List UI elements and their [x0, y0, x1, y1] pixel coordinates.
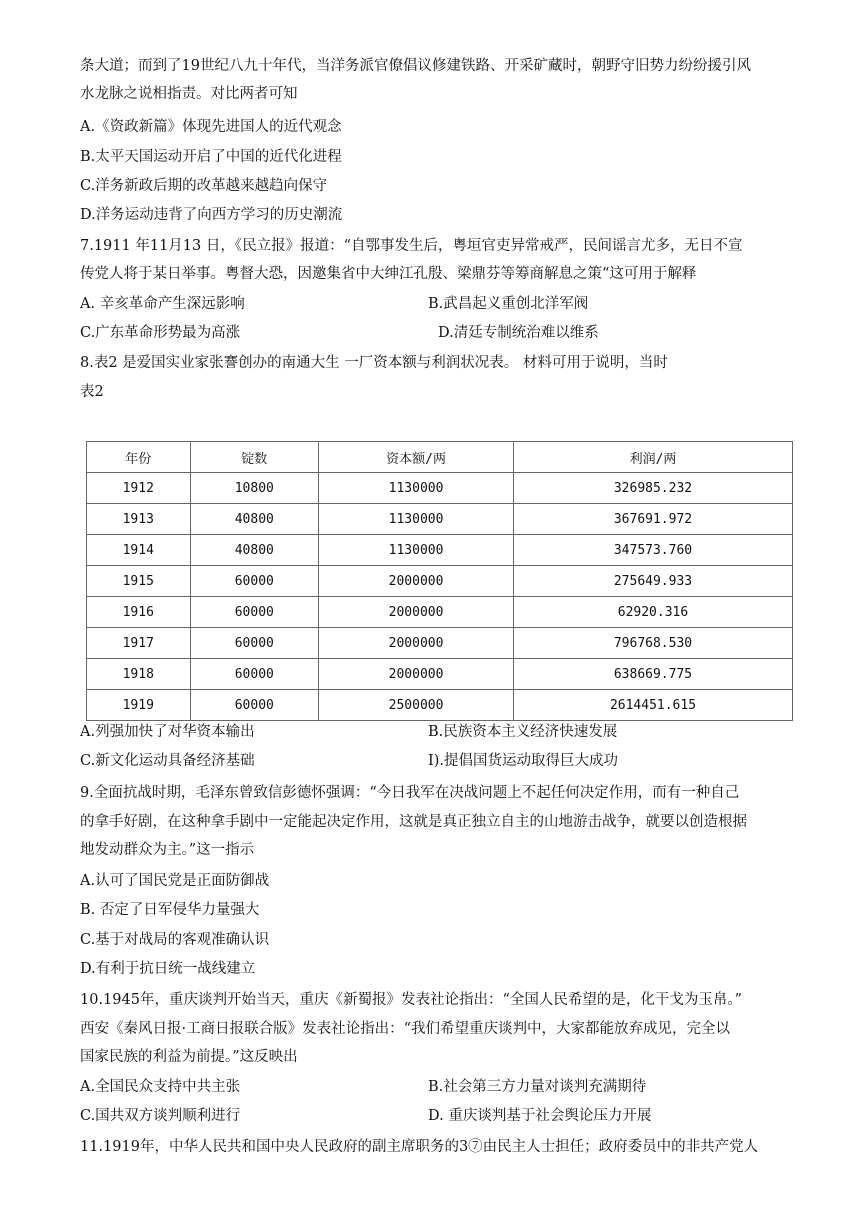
q6-stem-line-1: 条大道；而到了19世纪八九十年代，当洋务派官僚倡议修建铁路、开采矿藏时，朝野守旧势力纷纷援引风 — [80, 58, 751, 74]
q9-option-d: D.有利于抗日统一战线建立 — [80, 961, 256, 977]
q10-option-d: D. 重庆谈判基于社会舆论压力开展 — [428, 1108, 652, 1124]
q10-option-c: C.国共双方谈判顺利进行 — [80, 1108, 241, 1124]
cell-spindles: 40800 — [190, 535, 319, 566]
q6-option-a: A.《资政新篇》体现先进国人的近代观念 — [80, 119, 342, 135]
cell-year: 1918 — [87, 659, 191, 690]
spindle-capital-profit-table — [86, 441, 793, 721]
q8-stem: 8.表2 是爱国实业家张謇创办的南通大生 一厂资本额与利润状况表。 材料可用于说明，当时 — [80, 355, 668, 371]
cell-year: 1914 — [87, 535, 191, 566]
cell-capital: 1130000 — [319, 535, 514, 566]
header-capital: 资本额/两 — [319, 442, 514, 473]
q6-stem-line-2: 水龙脉之说相指责。对比两者可知 — [80, 86, 298, 102]
cell-capital: 1130000 — [319, 473, 514, 504]
q7-option-b: B.武昌起义重创北洋军阀 — [428, 296, 589, 312]
cell-year: 1916 — [87, 597, 191, 628]
cell-capital: 1130000 — [319, 504, 514, 535]
cell-spindles: 40800 — [190, 504, 319, 535]
table-row — [87, 628, 793, 659]
q7-option-c: C.广东革命形势最为高涨 — [80, 325, 241, 341]
cell-year: 1915 — [87, 566, 191, 597]
cell-year: 1917 — [87, 628, 191, 659]
cell-capital: 2500000 — [319, 690, 514, 721]
q9-option-b: B. 否定了日军侵华力量强大 — [80, 902, 260, 918]
cell-capital: 2000000 — [319, 597, 514, 628]
table-row — [87, 566, 793, 597]
q10-stem-line-3: 国家民族的利益为前提。”这反映出 — [80, 1049, 298, 1065]
cell-spindles: 60000 — [190, 597, 319, 628]
cell-year: 1912 — [87, 473, 191, 504]
q7-option-a: A. 辛亥革命产生深远影响 — [80, 296, 245, 312]
cell-profit: 326985.232 — [513, 473, 792, 504]
cell-capital: 2000000 — [319, 659, 514, 690]
header-profit: 利润/两 — [513, 442, 792, 473]
table-row — [87, 659, 793, 690]
q9-stem-line-3: 地发动群众为主。”这一指示 — [80, 842, 255, 858]
q8-option-c: C.新文化运动具备经济基础 — [80, 753, 255, 769]
q6-option-d: D.洋务运动违背了向西方学习的历史潮流 — [80, 207, 343, 223]
q10-option-b: B.社会第三方力量对谈判充满期待 — [428, 1079, 647, 1095]
table-row — [87, 597, 793, 628]
cell-spindles: 60000 — [190, 566, 319, 597]
cell-year: 1913 — [87, 504, 191, 535]
q7-stem-line-2: 传党人将于某日举事。粤督大恐，因邀集省中大绅江孔殷、梁鼎芬等筹商解息之策“这可用于解释 — [80, 266, 697, 282]
table-row — [87, 473, 793, 504]
q9-stem-line-2: 的拿手好剧，在这种拿手剧中一定能起决定作用，这就是真正独立自主的山地游击战争，就要以创造根据 — [80, 814, 747, 830]
table-header-row — [87, 442, 793, 473]
cell-profit: 62920.316 — [513, 597, 792, 628]
cell-spindles: 60000 — [190, 690, 319, 721]
q10-stem-line-1: 10.1945年，重庆谈判开始当天，重庆《新蜀报》发表社论指出：“全国人民希望的是，化干戈为玉帛。” — [80, 992, 743, 1008]
q8-option-a: A.列强加快了对华资本输出 — [80, 724, 255, 740]
cell-profit: 2614451.615 — [513, 690, 792, 721]
header-year: 年份 — [87, 442, 191, 473]
cell-capital: 2000000 — [319, 566, 514, 597]
cell-spindles: 60000 — [190, 628, 319, 659]
q7-stem-line-1: 7.1911 年11月13 日，《民立报》报道：“自鄂事发生后，粤垣官吏异常戒严，民间谣言尤多，无日不宣 — [80, 238, 743, 254]
cell-spindles: 60000 — [190, 659, 319, 690]
q8-table-caption: 表2 — [80, 384, 104, 400]
table-row — [87, 690, 793, 721]
q6-option-b: B.太平天国运动开启了中国的近代化进程 — [80, 149, 342, 165]
q10-option-a: A.全国民众支持中共主张 — [80, 1079, 241, 1095]
q8-option-d: I).提倡国货运动取得巨大成功 — [428, 753, 618, 769]
q9-option-a: A.认可了国民党是正面防御战 — [80, 873, 270, 889]
q9-stem-line-1: 9.全面抗战时期，毛泽东曾致信彭德怀强调：“今日我军在决战问题上不起任何决定作用，而有一种自己 — [80, 785, 740, 801]
table-row — [87, 535, 793, 566]
cell-spindles: 10800 — [190, 473, 319, 504]
q10-stem-line-2: 西安《秦风日报·工商日报联合版》发表社论指出：“我们希望重庆谈判中，大家都能放弃成见，完全以 — [80, 1021, 731, 1037]
q8-option-b: B.民族资本主义经济快速发展 — [428, 724, 618, 740]
cell-profit: 367691.972 — [513, 504, 792, 535]
cell-profit: 275649.933 — [513, 566, 792, 597]
q6-option-c: C.洋务新政后期的改革越来越趋向保守 — [80, 178, 328, 194]
cell-profit: 347573.760 — [513, 535, 792, 566]
q9-option-c: C.基于对战局的客观准确认识 — [80, 932, 270, 948]
table-row — [87, 504, 793, 535]
q7-option-d: D.清廷专制统治难以维系 — [438, 325, 599, 341]
cell-year: 1919 — [87, 690, 191, 721]
cell-profit: 638669.775 — [513, 659, 792, 690]
header-spindles: 锭数 — [190, 442, 319, 473]
q11-stem-line-1: 11.1919年，中华人民共和国中央人民政府的副主席职务的3⑦由民主人士担任；政府委员中的非共产党人 — [80, 1139, 759, 1155]
cell-capital: 2000000 — [319, 628, 514, 659]
cell-profit: 796768.530 — [513, 628, 792, 659]
